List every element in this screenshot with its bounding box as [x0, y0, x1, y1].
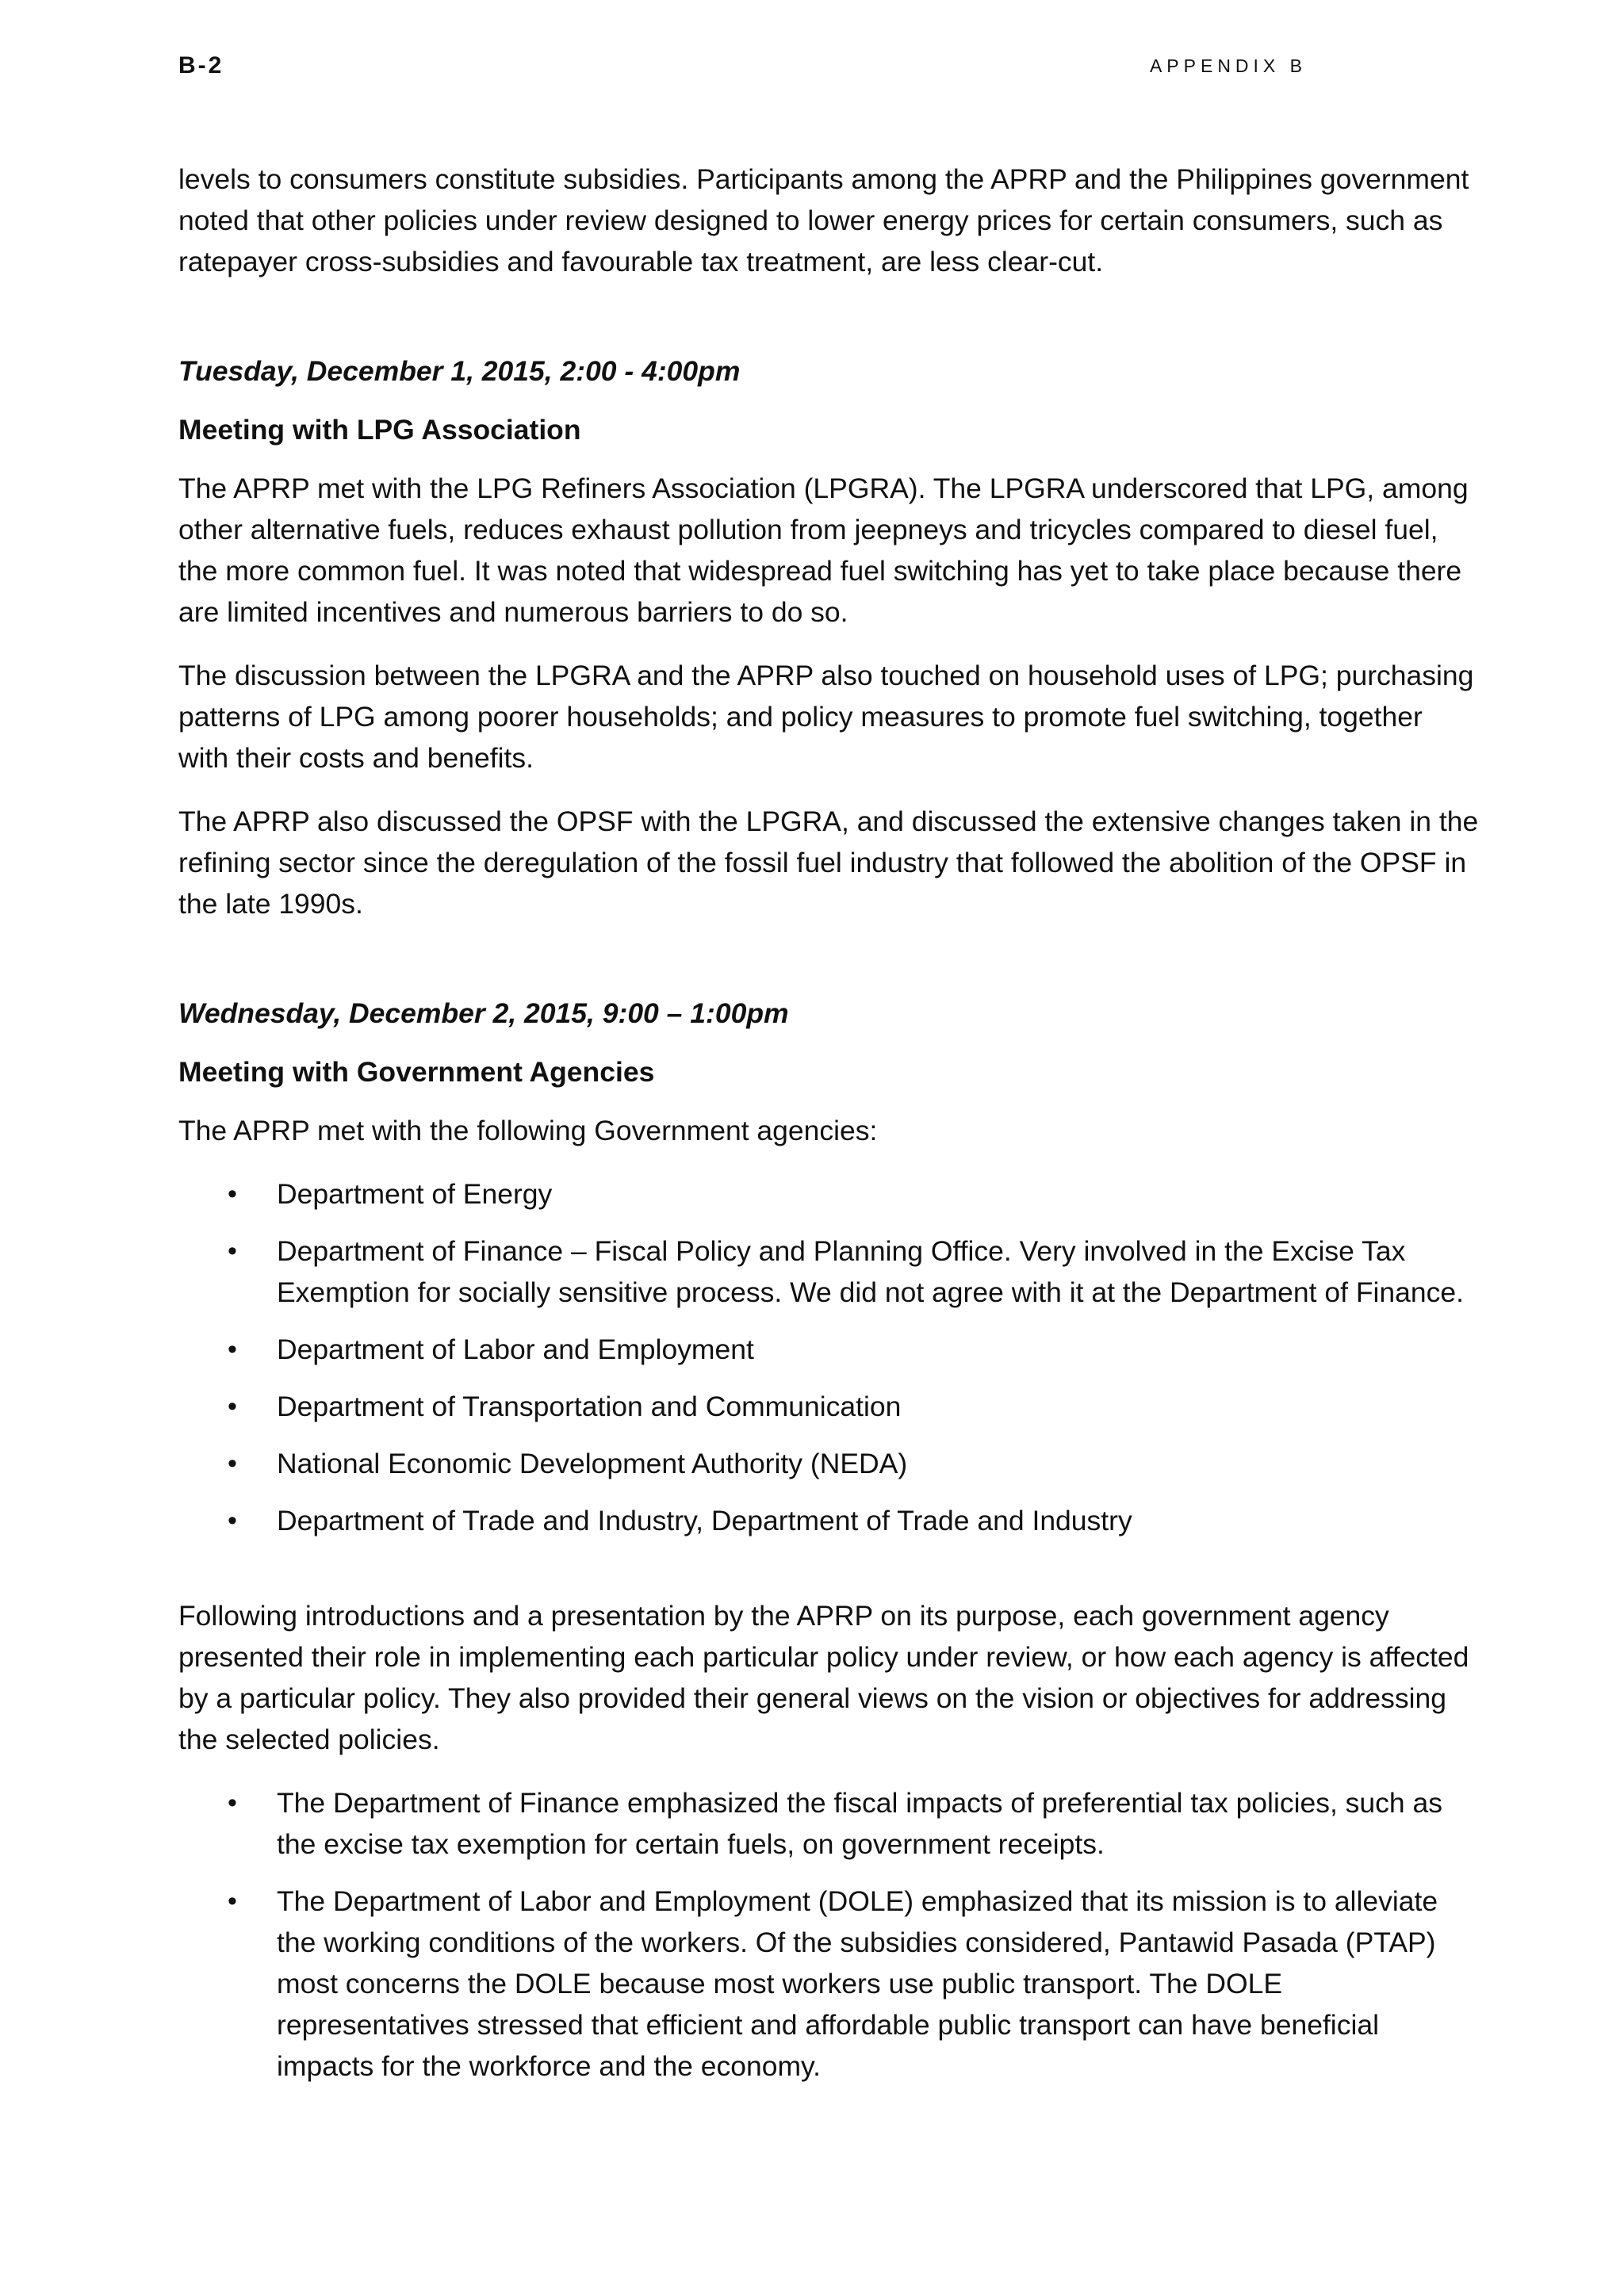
paragraph: The discussion between the LPGRA and the APRP also touched on household uses of LPG; purchasing patterns of LPG among poorer households; and policy measures to promote fuel switching, together with their costs and benefits.	[178, 660, 1474, 774]
bullet-icon: •	[228, 1886, 237, 1916]
bullet-icon: •	[228, 1179, 237, 1209]
page-content	[178, 159, 1479, 2109]
list-item-text: National Economic Development Authority (NEDA)	[277, 1448, 908, 1479]
list-item-text: Department of Transportation and Communication	[277, 1391, 902, 1422]
list-item-text: The Department of Labor and Employment (DOLE) emphasized that its mission is to alleviate the working conditions of the workers. Of the subsidies considered, Pantawid Pasada (PTAP) most concerns the DOLE because most workers use public transport. The DOLE representatives stressed that efficient and affordable public transport can have beneficial impacts for the workforce and the economy.	[277, 1885, 1438, 2082]
list-item	[178, 1386, 1479, 1427]
bullet-icon: •	[228, 1334, 237, 1364]
bullet-icon: •	[228, 1506, 237, 1536]
list-item-text: Department of Trade and Industry, Department of Trade and Industry	[277, 1505, 1132, 1536]
paragraph: Following introductions and a presentation by the APRP on its purpose, each government agency presented their role in implementing each particular policy under review, or how each agency is affected by a particular policy. They also provided their general views on the vision or objectives for addressing the selected policies.	[178, 1600, 1469, 1755]
list-item-text: Department of Energy	[277, 1178, 553, 1210]
paragraph: The APRP met with the following Government agencies:	[178, 1115, 878, 1146]
list-item	[178, 1230, 1479, 1313]
meeting-title: Meeting with LPG Association	[178, 414, 581, 446]
page-number: B-2	[178, 52, 224, 78]
list-item-text: The Department of Finance emphasized the fiscal impacts of preferential tax policies, such as the excise tax exemption for certain fuels, on government receipts.	[277, 1787, 1443, 1860]
list-item	[178, 1500, 1479, 1541]
list-item	[178, 1329, 1479, 1370]
list-item	[178, 1881, 1479, 2087]
bullet-icon: •	[228, 1236, 237, 1266]
list-item-text: Department of Finance – Fiscal Policy and Planning Office. Very involved in the Excise Tax Exemption for socially sensitive process. We did not agree with it at the Department of Finance.	[277, 1235, 1464, 1308]
running-head: APPENDIX B	[1149, 55, 1307, 76]
paragraph: The APRP also discussed the OPSF with the LPGRA, and discussed the extensive changes taken in the refining sector since the deregulation of the fossil fuel industry that followed the abolition of the OPSF in the late 1990s.	[178, 806, 1479, 920]
bullet-icon: •	[228, 1448, 237, 1479]
bullet-icon: •	[228, 1391, 237, 1422]
page-header	[178, 52, 1307, 84]
list-item-text: Department of Labor and Employment	[277, 1334, 754, 1365]
agency-list	[178, 1173, 1479, 1541]
paragraph: The APRP met with the LPG Refiners Association (LPGRA). The LPGRA underscored that LPG, among other alternative fuels, reduces exhaust pollution from jeepneys and tricycles compared to diesel fuel, the more common fuel. It was noted that widespread fuel switching has yet to take place because there are limited incentives and numerous barriers to do so.	[178, 473, 1469, 628]
bullet-icon: •	[228, 1788, 237, 1818]
list-item	[178, 1782, 1479, 1865]
meeting-title: Meeting with Government Agencies	[178, 1056, 655, 1088]
intro-paragraph: levels to consumers constitute subsidies. Participants among the APRP and the Philippines government noted that other policies under review designed to lower energy prices for certain consumers, such as ratepayer cross-subsidies and favourable tax treatment, are less clear-cut.	[178, 163, 1469, 277]
meeting-time: Tuesday, December 1, 2015, 2:00 - 4:00pm	[178, 355, 741, 387]
findings-list	[178, 1782, 1479, 2087]
list-item	[178, 1443, 1479, 1484]
list-item	[178, 1173, 1479, 1215]
meeting-time: Wednesday, December 2, 2015, 9:00 – 1:00pm	[178, 997, 789, 1029]
